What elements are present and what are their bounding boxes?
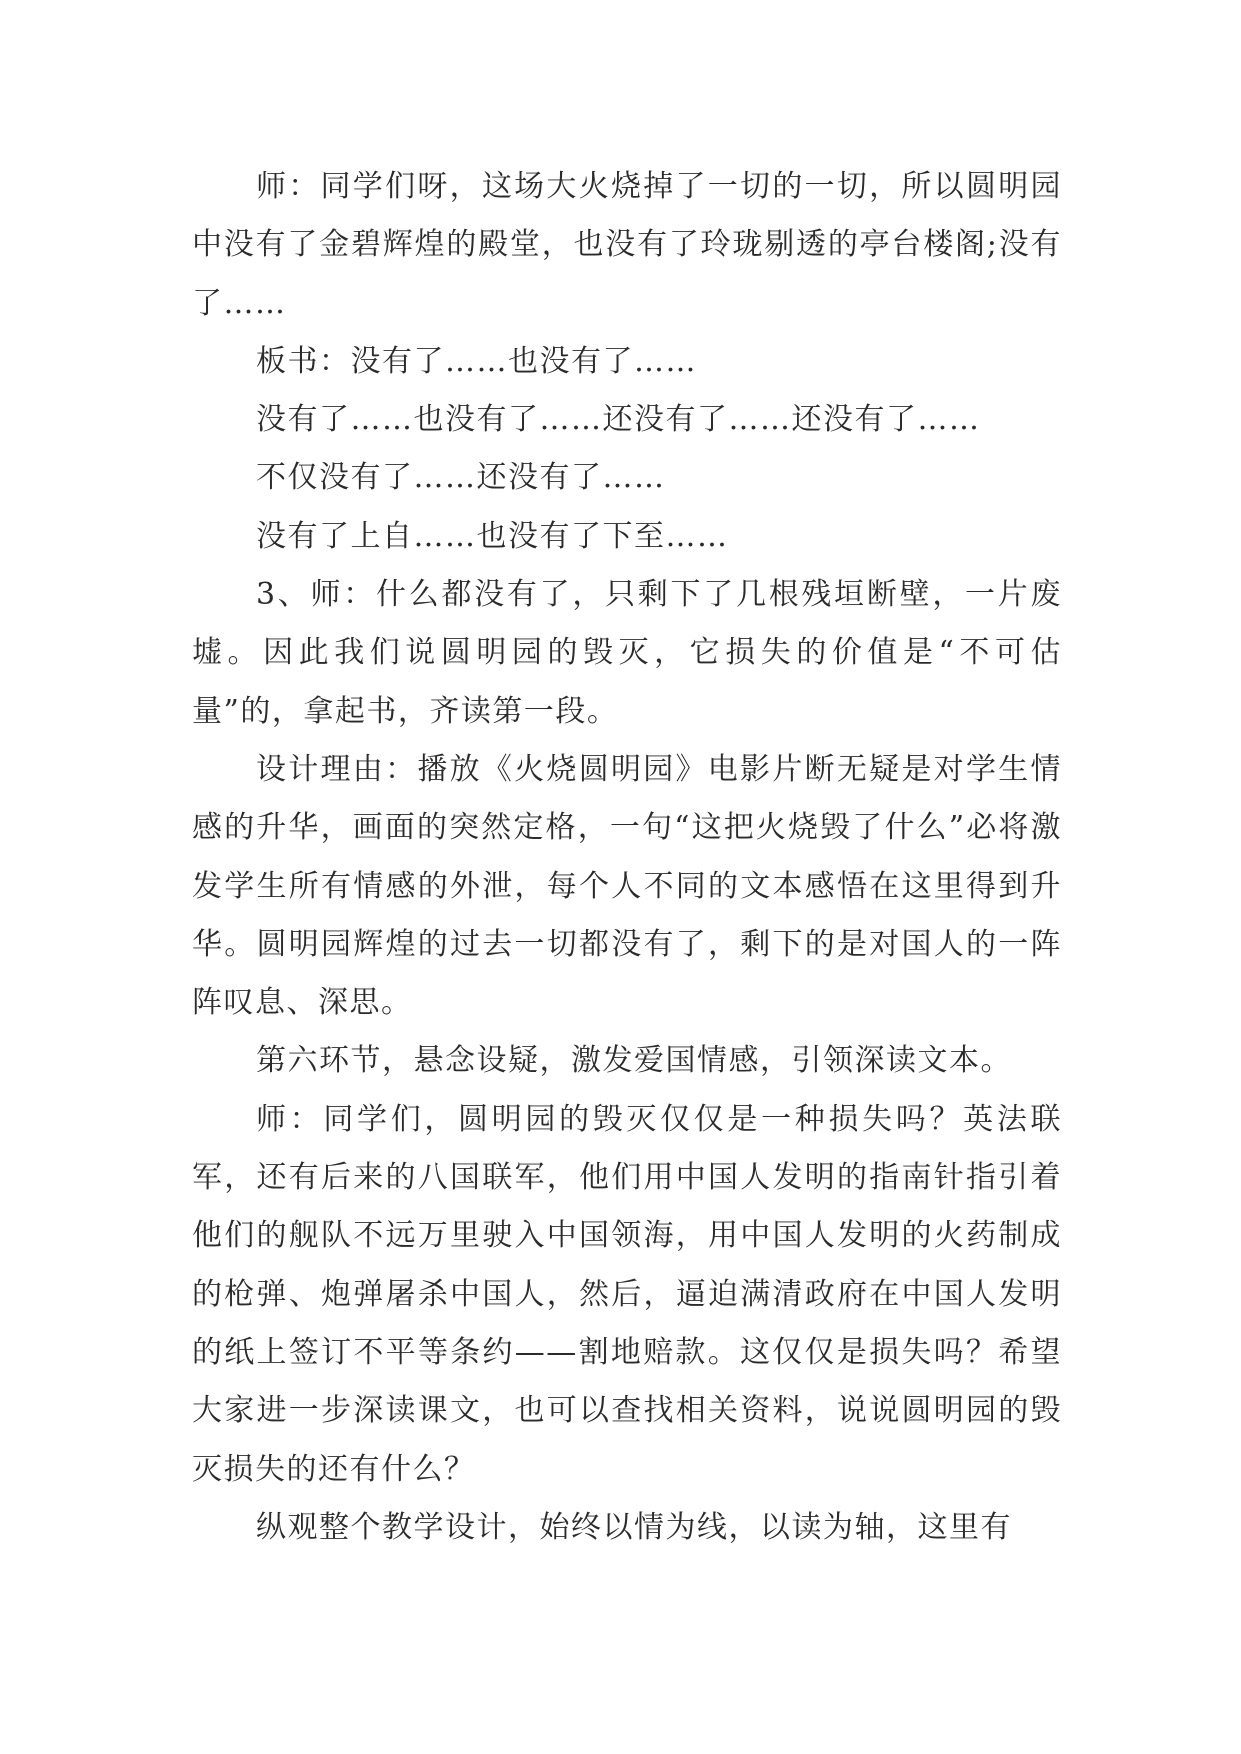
document-body (192, 158, 1062, 1557)
paragraph-pattern-2: 不仅没有了……还没有了…… (256, 460, 666, 496)
paragraph-teacher-fire: 师：同学们呀，这场大火烧掉了一切的一切，所以圆明园中没有了金碧辉煌的殿堂，也没有了玲珑剔透的亭台楼阁;没有了…… (192, 169, 1062, 321)
paragraph-step-3: 3、师：什么都没有了，只剩下了几根残垣断壁，一片废墟。因此我们说圆明园的毁灭，它损失的价值是“不可估量”的，拿起书，齐读第一段。 (192, 577, 1062, 729)
paragraph-blackboard: 板书：没有了……也没有了…… (256, 343, 697, 379)
paragraph-section-six: 第六环节，悬念设疑，激发爱国情感，引领深读文本。 (256, 1043, 1012, 1079)
paragraph-design-reason: 设计理由：播放《火烧圆明园》电影片断无疑是对学生情感的升华，画面的突然定格，一句“这把火烧毁了什么”必将激发学生所有情感的外泄，每个人不同的文本感悟在这里得到升华。圆明园辉煌的过去一切都没有了，剩下的是对国人的一阵阵叹息、深思。 (192, 751, 1062, 1021)
paragraph-pattern-3: 没有了上自……也没有了下至…… (256, 518, 729, 554)
paragraph-pattern-1: 没有了……也没有了……还没有了……还没有了…… (256, 402, 981, 438)
paragraph-overview: 纵观整个教学设计，始终以情为线，以读为轴，这里有 (256, 1509, 1012, 1545)
paragraph-teacher-question: 师：同学们，圆明园的毁灭仅仅是一种损失吗？英法联军，还有后来的八国联军，他们用中国人发明的指南针指引着他们的舰队不远万里驶入中国领海，用中国人发明的火药制成的枪弹、炮弹屠杀中国人，然后，逼迫满清政府在中国人发明的纸上签订不平等条约——割地赔款。这仅仅是损失吗？希望大家进一步深读课文，也可以查找相关资料，说说圆明园的毁灭损失的还有什么？ (192, 1101, 1062, 1487)
